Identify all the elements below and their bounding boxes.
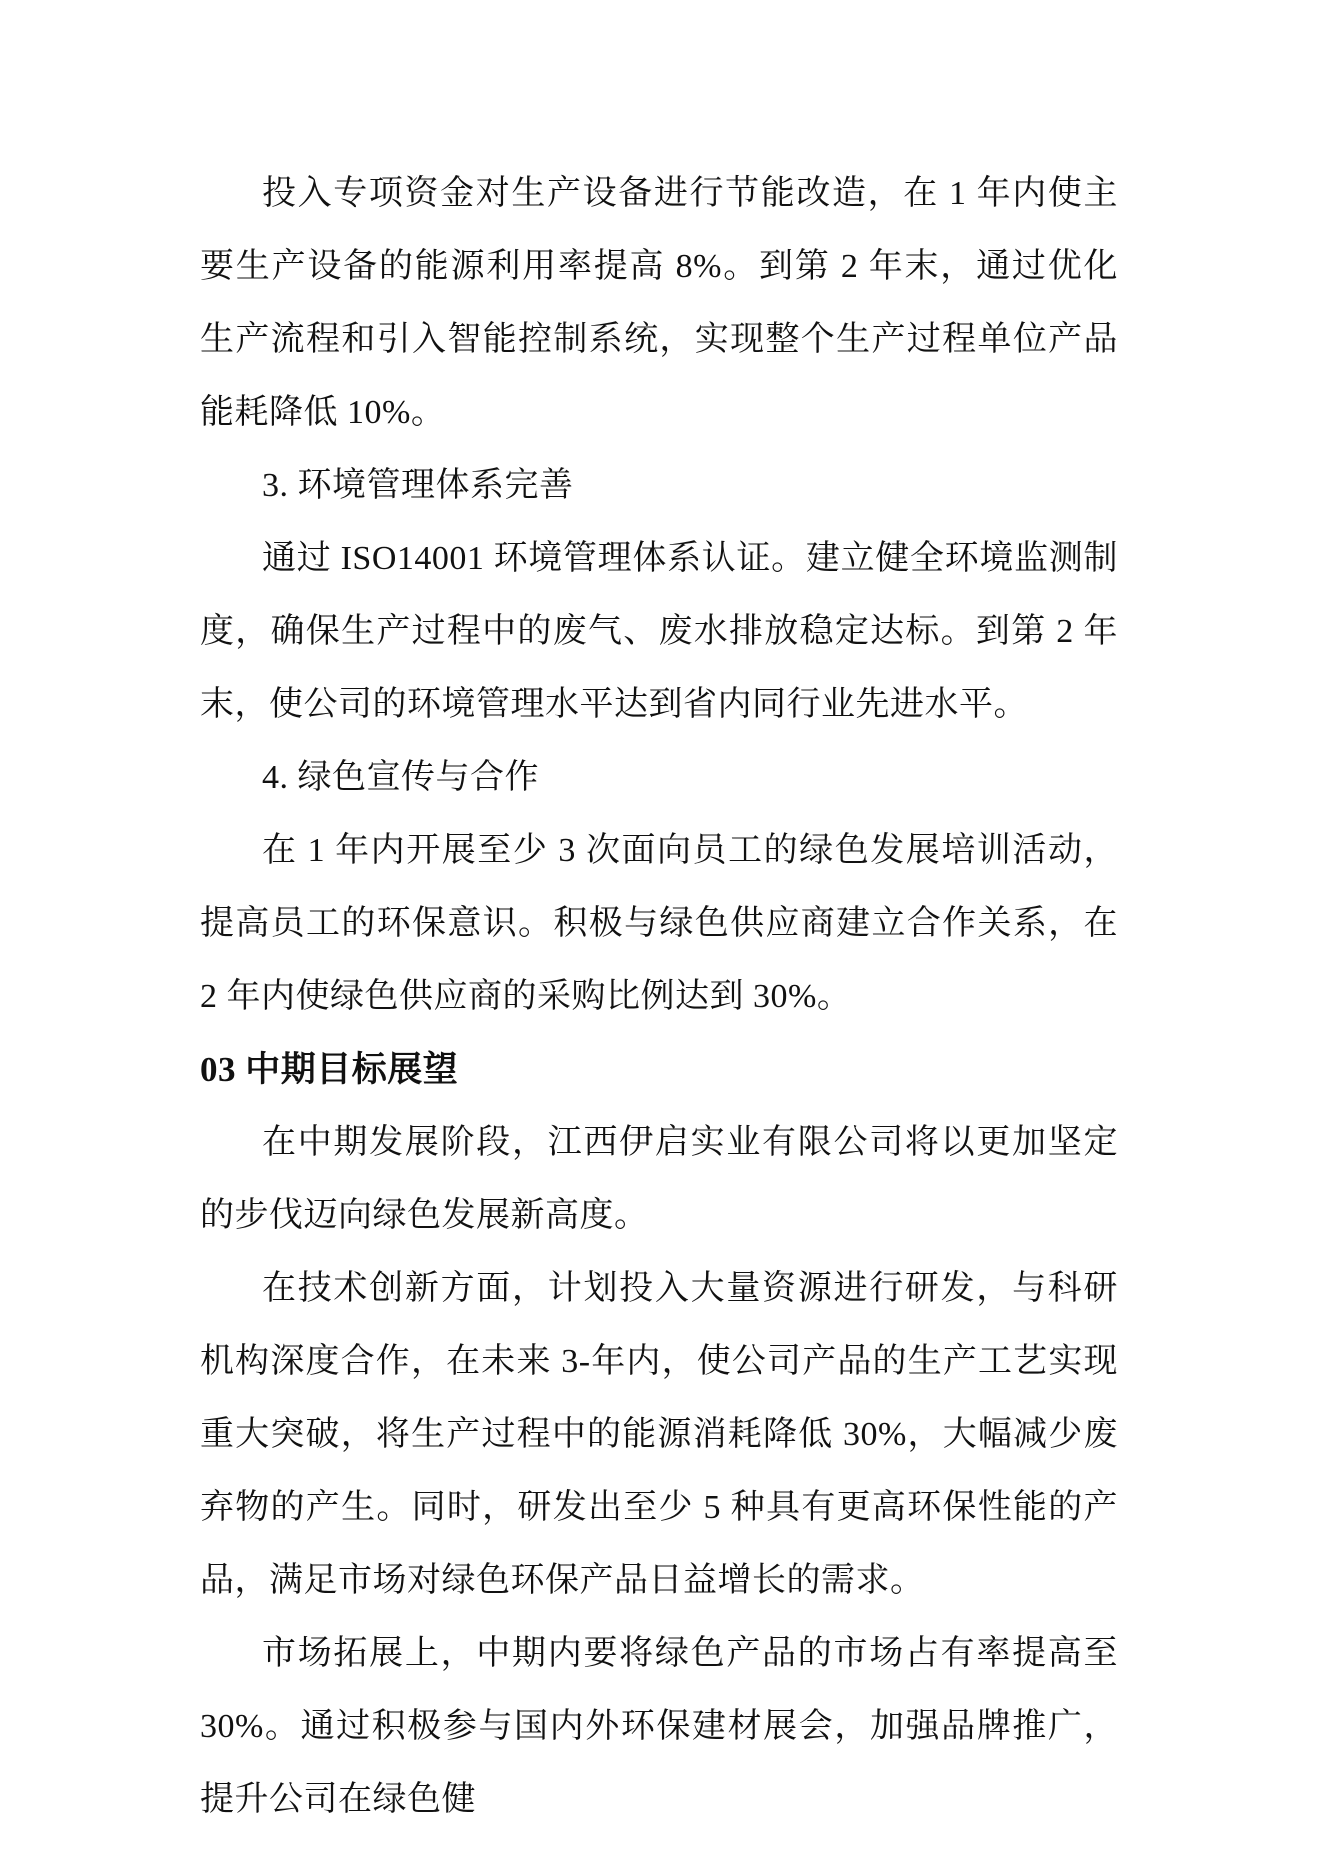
section-heading-03-midterm: 03 中期目标展望 (200, 1050, 459, 1089)
section-subheading-4: 4. 绿色宣传与合作 (262, 759, 539, 796)
paragraph-green-training: 在 1 年内开展至少 3 次面向员工的绿色发展培训活动，提高员工的环保意识。积极与绿色供应商建立合作关系，在 2 年内使绿色供应商的采购比例达到 30%。 (200, 832, 1118, 1015)
paragraph-tech-innovation: 在技术创新方面，计划投入大量资源进行研发，与科研机构深度合作，在未来 3-年内，使公司产品的生产工艺实现重大突破，将生产过程中的能源消耗降低 30%，大幅减少废弃物的产生。同时，研发出至少 5 种具有更高环保性能的产品，满足市场对绿色环保产品日益增长的需求。 (200, 1270, 1118, 1599)
paragraph-energy-retrofit: 投入专项资金对生产设备进行节能改造，在 1 年内使主要生产设备的能源利用率提高 8%。到第 2 年末，通过优化生产流程和引入智能控制系统，实现整个生产过程单位产品能耗降低 10%。 (200, 175, 1118, 431)
document-body (200, 157, 1118, 1836)
paragraph-iso14001: 通过 ISO14001 环境管理体系认证。建立健全环境监测制度，确保生产过程中的废气、废水排放稳定达标。到第 2 年末，使公司的环境管理水平达到省内同行业先进水平。 (200, 540, 1118, 723)
section-subheading-3: 3. 环境管理体系完善 (262, 467, 574, 504)
paragraph-market-expansion: 市场拓展上，中期内要将绿色产品的市场占有率提高至 30%。通过积极参与国内外环保建材展会，加强品牌推广，提升公司在绿色健 (200, 1635, 1118, 1818)
paragraph-midterm-intro: 在中期发展阶段，江西伊启实业有限公司将以更加坚定的步伐迈向绿色发展新高度。 (200, 1124, 1118, 1234)
